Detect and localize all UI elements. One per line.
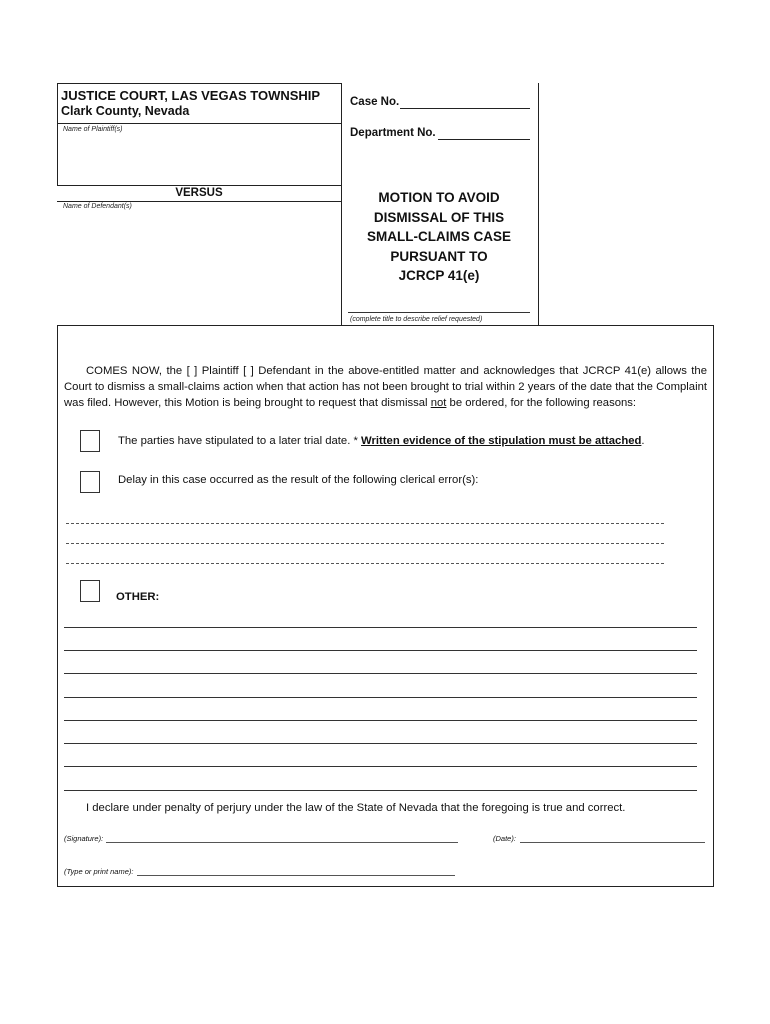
stipulation-checkbox[interactable] bbox=[80, 430, 100, 452]
intro-text-1: COMES NOW, the [ ] Plaintiff [ ] Defendant in the above-entitled matter and acknowledges that JCRCP 41(e) allows the Court to dismiss a small-claims action when that action has not been brought to trial within 2 years of the date that the Complaint was filed. However, this Motion is being brought to request that dismissal bbox=[64, 365, 707, 409]
intro-text-2: be ordered, for the following reasons: bbox=[446, 397, 637, 409]
caption-left-border bbox=[57, 83, 58, 186]
option-stipulation bbox=[118, 435, 645, 447]
signature-field[interactable] bbox=[106, 842, 458, 843]
complete-title-note: (complete title to describe relief requested) bbox=[350, 316, 483, 323]
title-line-4: PURSUANT TO bbox=[390, 248, 488, 264]
caption-versus-divider bbox=[57, 185, 341, 186]
page-right-border bbox=[713, 325, 714, 886]
title-line-2: DISMISSAL OF THIS bbox=[373, 209, 505, 225]
other-line-4[interactable] bbox=[64, 697, 697, 698]
option-clerical-error: Delay in this case occurred as the result of the following clerical error(s): bbox=[118, 474, 479, 486]
other-line-8[interactable] bbox=[64, 790, 697, 791]
date-label: (Date): bbox=[493, 834, 516, 843]
stipulation-text: The parties have stipulated to a later trial date. * bbox=[118, 435, 362, 447]
case-no-label: Case No. bbox=[350, 96, 400, 108]
plaintiff-label: Name of Plaintiff(s) bbox=[63, 126, 123, 133]
other-line-5[interactable] bbox=[64, 720, 697, 721]
declaration-text: I declare under penalty of perjury under the law of the State of Nevada that the foregoing is true and correct. bbox=[86, 802, 626, 814]
intro-not: not bbox=[430, 397, 447, 409]
title-line-1: MOTION TO AVOID bbox=[378, 190, 500, 205]
stipulation-emphasis: Written evidence of the stipulation must be attached bbox=[361, 435, 642, 447]
versus-label: VERSUS bbox=[175, 187, 223, 199]
other-line-2[interactable] bbox=[64, 650, 697, 651]
clerical-line-1[interactable] bbox=[66, 523, 664, 524]
clerical-line-2[interactable] bbox=[66, 543, 664, 544]
county-name: Clark County, Nevada bbox=[61, 104, 190, 118]
stipulation-end: . bbox=[641, 435, 645, 447]
other-line-6[interactable] bbox=[64, 743, 697, 744]
other-line-1[interactable] bbox=[64, 627, 697, 628]
court-name: JUSTICE COURT, LAS VEGAS TOWNSHIP bbox=[61, 88, 321, 103]
caption-top-border bbox=[57, 83, 341, 84]
intro-paragraph bbox=[64, 363, 707, 411]
department-label: Department No. bbox=[350, 127, 436, 139]
clerical-line-3[interactable] bbox=[66, 563, 664, 564]
clerical-error-checkbox[interactable] bbox=[80, 471, 100, 493]
department-field[interactable] bbox=[438, 129, 530, 140]
date-field[interactable] bbox=[520, 842, 705, 843]
page-section-divider bbox=[57, 325, 714, 326]
right-column-border bbox=[538, 83, 539, 326]
other-line-7[interactable] bbox=[64, 766, 697, 767]
print-name-field[interactable] bbox=[137, 875, 455, 876]
title-line-3: SMALL-CLAIMS CASE bbox=[367, 229, 511, 244]
option-other: OTHER: bbox=[116, 591, 160, 603]
page-left-border bbox=[57, 325, 58, 886]
caption-plaintiff-divider bbox=[57, 123, 341, 124]
print-name-label: (Type or print name): bbox=[64, 867, 134, 876]
signature-label: (Signature): bbox=[64, 834, 104, 843]
title-line-5: JCRCP 41(e) bbox=[398, 268, 480, 283]
caption-defendant-divider bbox=[57, 201, 341, 202]
other-line-3[interactable] bbox=[64, 673, 697, 674]
other-checkbox[interactable] bbox=[80, 580, 100, 602]
page-bottom-border bbox=[57, 886, 714, 887]
motion-title bbox=[340, 188, 538, 286]
case-no-field[interactable] bbox=[400, 98, 530, 109]
defendant-label: Name of Defendant(s) bbox=[63, 203, 132, 210]
complete-title-field[interactable] bbox=[348, 312, 530, 313]
